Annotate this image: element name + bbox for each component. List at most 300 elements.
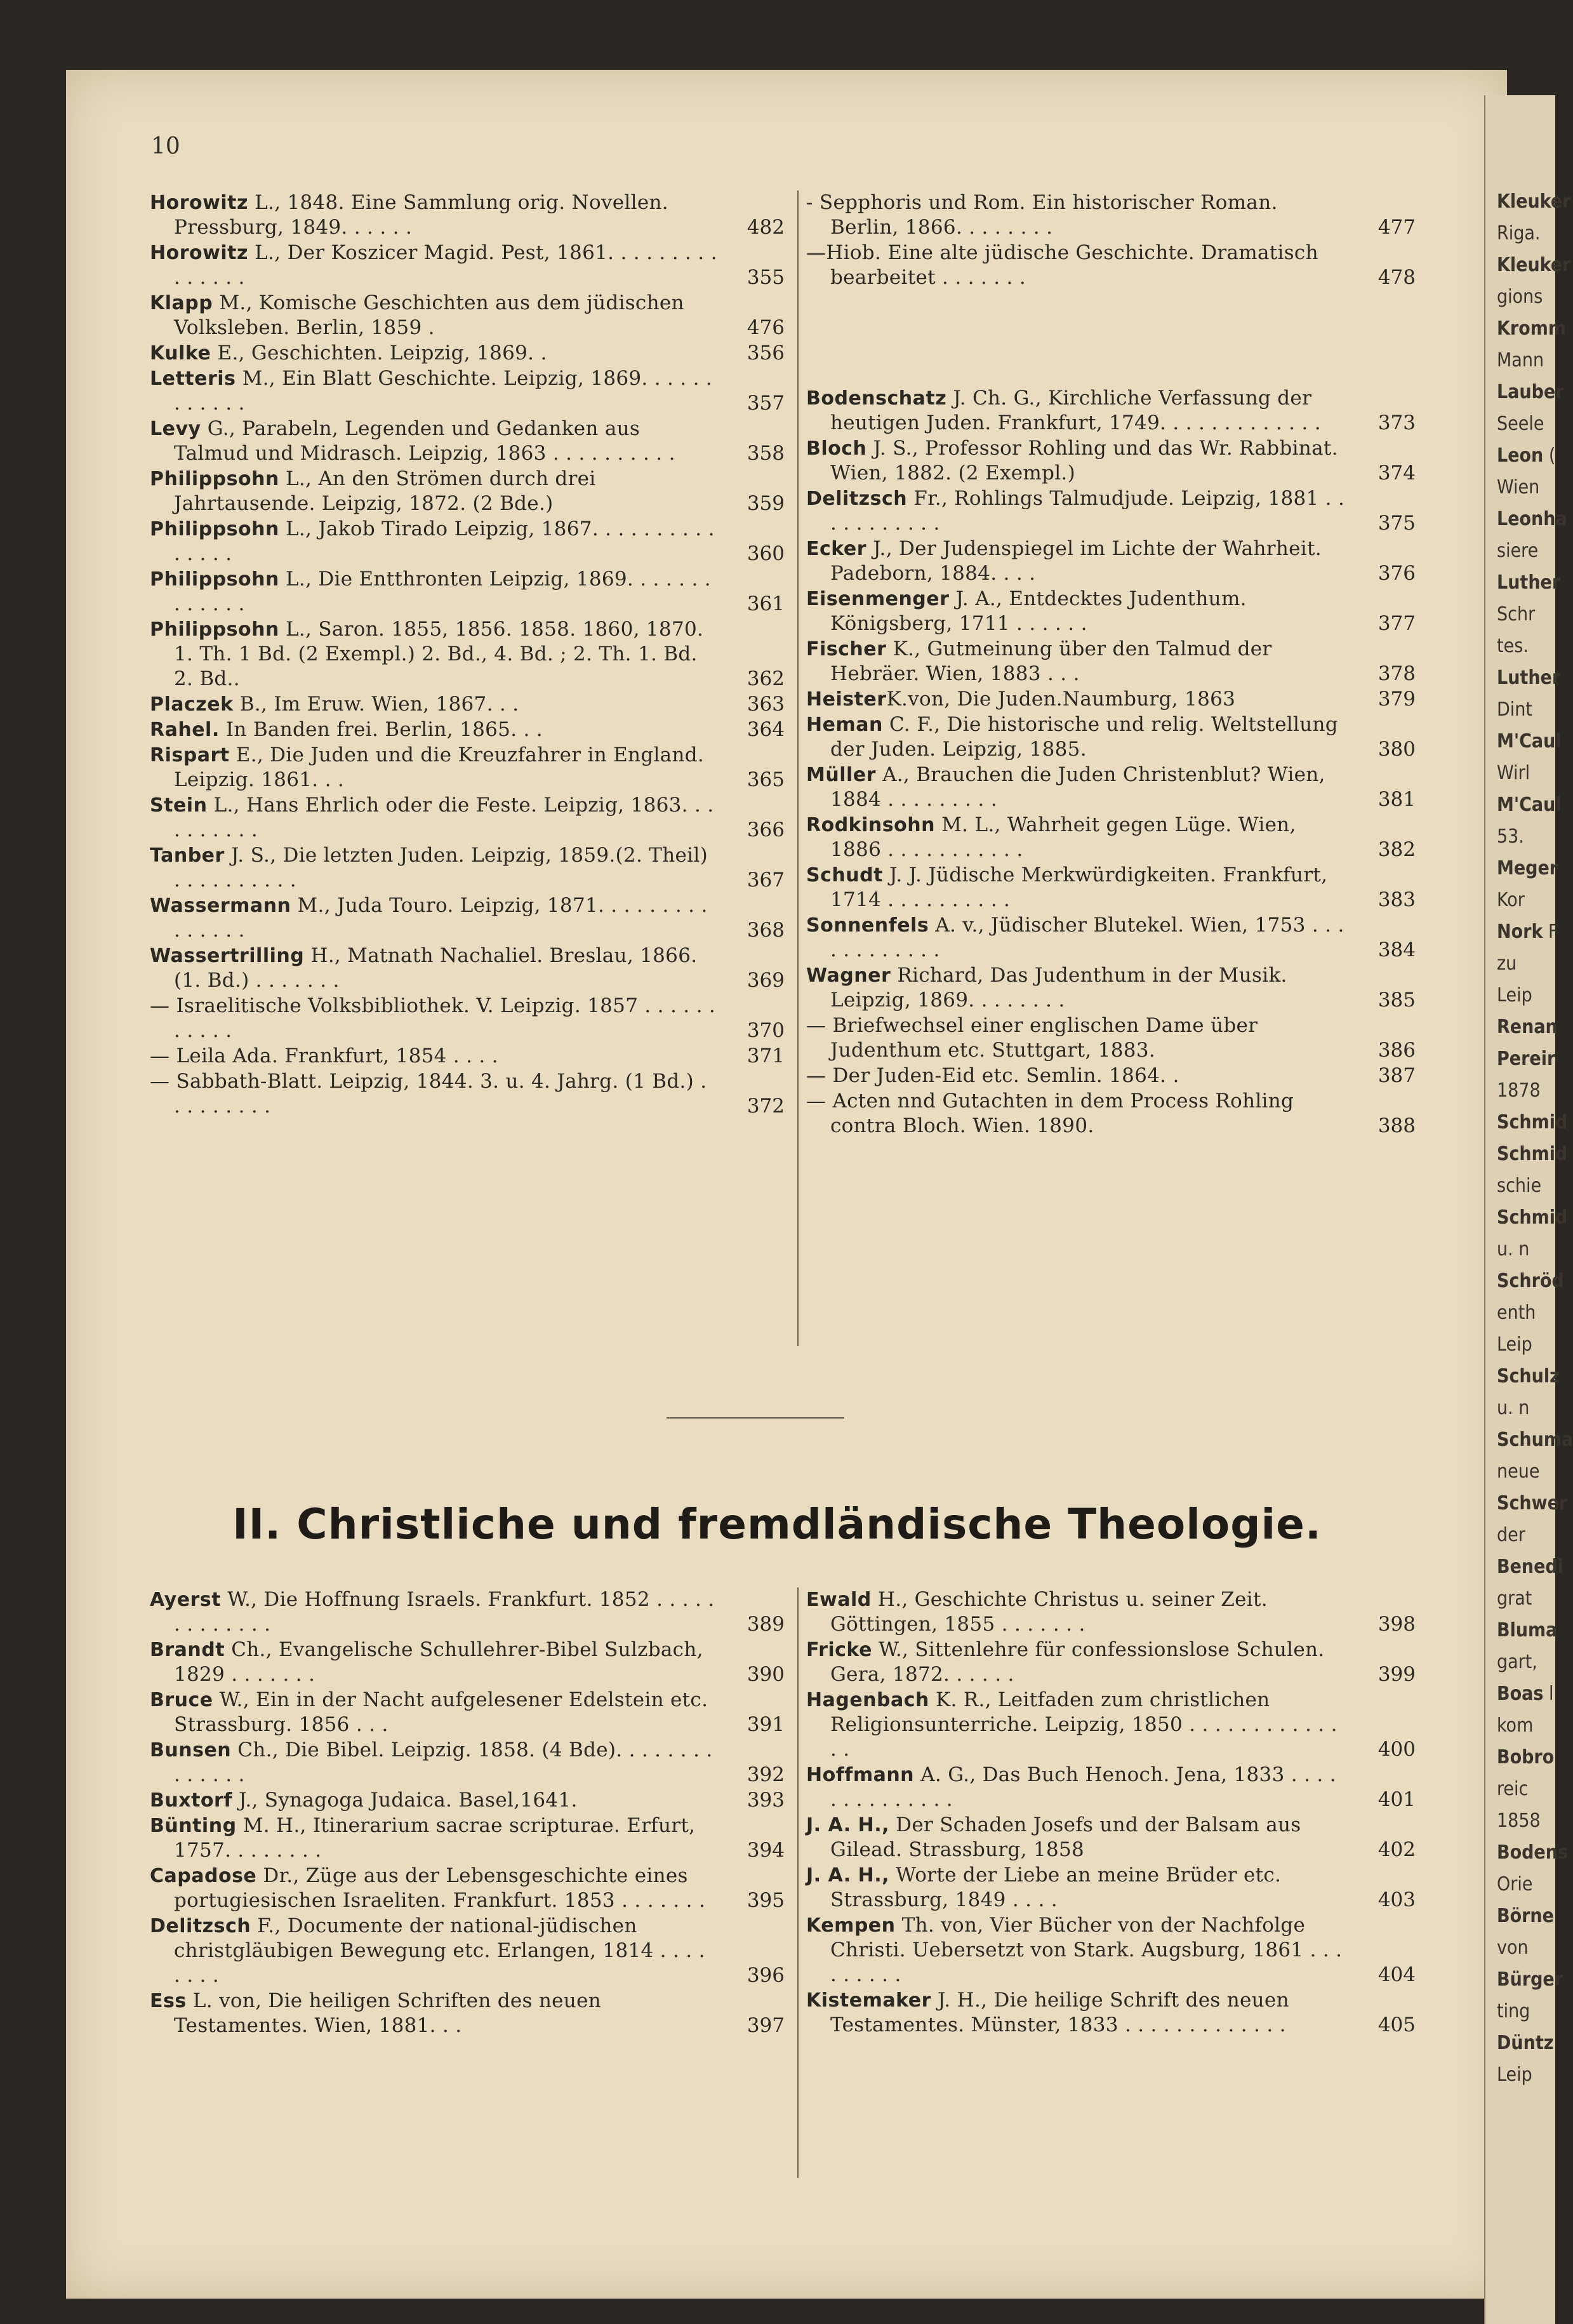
- facing-page-fragment: [1497, 444, 1555, 467]
- entry-text: [150, 1738, 717, 1787]
- catalog-entry: [150, 1914, 785, 1988]
- facing-page-fragment: [1497, 1619, 1557, 1641]
- entry-text: [150, 467, 717, 516]
- entry-number: 482: [747, 216, 785, 239]
- fragment-text: F: [1543, 921, 1558, 943]
- facing-page-fragment: [1497, 254, 1570, 276]
- entry-text: [150, 1788, 717, 1813]
- entry-text: [806, 190, 1348, 240]
- author-name: Bodenschatz: [806, 387, 947, 410]
- facing-page-fragment: [1497, 1397, 1529, 1419]
- entry-text: [150, 617, 717, 691]
- entry-number: 389: [747, 1613, 785, 1636]
- entry-description: Th. von, Vier Bücher von der Nachfolge Christi. Uebersetzt von Stark. Augsburg, 1861 . . . . . . . . .: [830, 1914, 1343, 1986]
- facing-page-fragment: [1497, 222, 1541, 244]
- entry-text: [806, 1913, 1348, 1987]
- fragment-text: Leip: [1497, 984, 1532, 1006]
- entry-number: 380: [1377, 738, 1416, 761]
- entry-number: 358: [747, 442, 785, 465]
- catalog-entry: [806, 1863, 1416, 1913]
- entry-number: 387: [1377, 1064, 1416, 1087]
- fragment-text: grat: [1497, 1587, 1532, 1610]
- entry-description: C. F., Die historische und relig. Weltstellung der Juden. Leipzig, 1885.: [830, 713, 1338, 761]
- entry-text: [150, 1914, 717, 1988]
- fragment-name: Bodens: [1497, 1841, 1569, 1864]
- entry-number: 400: [1377, 1738, 1416, 1761]
- author-name: Placzek: [150, 693, 234, 716]
- catalog-entry: [150, 1989, 785, 2038]
- entry-description: Worte der Liebe an meine Brüder etc. Strassburg, 1849 . . . .: [830, 1864, 1282, 1911]
- entry-number: 357: [747, 392, 785, 415]
- catalog-entry: [150, 417, 785, 466]
- author-name: Sonnenfels: [806, 914, 929, 937]
- entry-number: 364: [747, 718, 785, 741]
- author-name: Klapp: [150, 292, 213, 314]
- facing-page-fragment: [1497, 2032, 1553, 2054]
- entry-text: [150, 366, 717, 416]
- catalog-entry: [150, 617, 785, 691]
- facing-page-fragment: [1497, 1746, 1554, 1768]
- author-name: Hoffmann: [806, 1764, 915, 1786]
- entry-number: 359: [747, 492, 785, 515]
- fragment-name: Luther: [1497, 571, 1561, 594]
- facing-page-fragment: [1497, 1873, 1532, 1895]
- entry-description: L. von, Die heiligen Schriften des neuen Testamentes. Wien, 1881. . .: [174, 1989, 601, 2037]
- entry-text: [150, 692, 717, 717]
- fragment-name: Kleuker: [1497, 254, 1571, 276]
- facing-page-fragment: [1497, 952, 1517, 975]
- catalog-entry: [806, 486, 1416, 536]
- fragment-name: Schmid: [1497, 1111, 1568, 1133]
- facing-page-fragment: [1497, 381, 1564, 403]
- entry-number: 398: [1377, 1613, 1416, 1636]
- catalog-entry: [150, 291, 785, 340]
- author-name: Hagenbach: [806, 1689, 929, 1711]
- entry-number: 388: [1377, 1114, 1416, 1137]
- entry-text: [806, 587, 1348, 636]
- entry-description: — Der Juden-Eid etc. Semlin. 1864. .: [806, 1064, 1179, 1087]
- entry-number: 368: [747, 919, 785, 942]
- catalog-entry: [150, 517, 785, 566]
- facing-page-fragment: [1497, 857, 1558, 879]
- author-name: Eisenmenger: [806, 588, 950, 610]
- entry-text: [150, 718, 717, 742]
- entry-text: [806, 1763, 1348, 1812]
- column-divider: [797, 190, 799, 1346]
- fragment-name: Lauber: [1497, 381, 1564, 403]
- facing-page-fragment: [1497, 921, 1558, 943]
- entry-description: L., Die Entthronten Leipzig, 1869. . . . . . . . . . . . .: [174, 568, 711, 615]
- author-name: Heister: [806, 688, 887, 711]
- entry-description: M., Juda Touro. Leipzig, 1871. . . . . . . . . . . . . . .: [174, 894, 708, 942]
- catalog-entry: [806, 1763, 1416, 1812]
- facing-page-fragment: [1497, 1905, 1554, 1927]
- entry-number: 405: [1377, 2013, 1416, 2036]
- entry-description: B., Im Eruw. Wien, 1867. . .: [233, 693, 519, 716]
- entry-description: W., Sittenlehre für confessionslose Schulen. Gera, 1872. . . . . .: [830, 1638, 1325, 1686]
- facing-page-fragment: [1497, 1683, 1553, 1705]
- entry-text: [150, 1813, 717, 1863]
- entry-description: — Israelitische Volksbibliothek. V. Leipzig. 1857 . . . . . . . . . . .: [150, 994, 716, 1042]
- catalog-entry: [150, 366, 785, 416]
- author-name: Horowitz: [150, 242, 248, 264]
- fragment-name: Schuma: [1497, 1429, 1573, 1451]
- facing-page-fragment: [1497, 1429, 1573, 1451]
- catalog-entry: [806, 712, 1416, 762]
- author-name: Brandt: [150, 1639, 225, 1661]
- entry-number: 355: [747, 266, 785, 289]
- entry-number: 372: [747, 1095, 785, 1118]
- facing-page-fragment: [1497, 698, 1532, 721]
- entry-number: 392: [747, 1763, 785, 1786]
- catalog-column-bottom-right: [806, 1587, 1416, 2038]
- catalog-entry: [150, 1638, 785, 1687]
- fragment-name: Luther: [1497, 667, 1561, 689]
- facing-page-fragment: [1497, 190, 1570, 213]
- facing-page-fragment: [1497, 1651, 1537, 1673]
- entry-description: M., Ein Blatt Geschichte. Leipzig, 1869. . . . . . . . . . . .: [174, 367, 713, 415]
- entry-number: 383: [1377, 888, 1416, 911]
- fragment-text: gions: [1497, 286, 1543, 308]
- entry-description: J. S., Die letzten Juden. Leipzig, 1859.(2. Theil) . . . . . . . . . .: [174, 844, 708, 892]
- catalog-entry: [806, 963, 1416, 1013]
- catalog-entry: [150, 692, 785, 717]
- catalog-entry: [150, 241, 785, 290]
- facing-page-fragment: [1497, 889, 1525, 911]
- catalog-entry: [806, 863, 1416, 912]
- catalog-entry: [806, 913, 1416, 963]
- entry-description: E., Die Juden und die Kreuzfahrer in England. Leipzig. 1861. . .: [174, 744, 705, 791]
- author-name: Delitzsch: [150, 1915, 251, 1937]
- fragment-text: Dint: [1497, 698, 1532, 721]
- fragment-text: Kor: [1497, 889, 1525, 911]
- fragment-text: l: [1543, 1683, 1554, 1705]
- author-name: Ewald: [806, 1589, 872, 1611]
- facing-page-fragment: [1497, 571, 1560, 594]
- entry-number: 390: [747, 1663, 785, 1686]
- entry-description: J., Synagoga Judaica. Basel,1641.: [232, 1789, 578, 1812]
- author-name: Bruce: [150, 1689, 213, 1711]
- fragment-text: Leip: [1497, 2064, 1532, 2086]
- fragment-text: Leip: [1497, 1333, 1532, 1356]
- facing-page-fragment: [1497, 1968, 1563, 1991]
- facing-page-edge: [1484, 95, 1573, 2324]
- entry-group: [806, 386, 1416, 1139]
- entry-description: J. J. Jüdische Merkwürdigkeiten. Frankfurt, 1714 . . . . . . . . . .: [830, 864, 1328, 911]
- entry-text: [806, 913, 1348, 963]
- facing-page-fragment: [1497, 349, 1544, 371]
- entry-text: [806, 637, 1348, 686]
- fragment-text: Riga.: [1497, 222, 1541, 244]
- entry-text: [806, 1089, 1348, 1139]
- entry-text: [806, 1688, 1348, 1762]
- fragment-text: schie: [1497, 1175, 1542, 1197]
- fragment-name: Börne: [1497, 1905, 1554, 1927]
- author-name: Capadose: [150, 1865, 257, 1887]
- entry-number: 367: [747, 869, 785, 892]
- entry-text: [150, 291, 717, 340]
- facing-page-fragment: [1497, 1365, 1560, 1387]
- author-name: Wassertrilling: [150, 945, 305, 967]
- catalog-entry: [806, 241, 1416, 290]
- facing-page-fragment: [1497, 508, 1567, 530]
- fragment-name: Schulz: [1497, 1365, 1560, 1387]
- entry-number: 384: [1377, 938, 1416, 961]
- facing-page-fragment: [1497, 2064, 1532, 2086]
- facing-page-fragment: [1497, 317, 1566, 340]
- author-name: Bünting: [150, 1815, 237, 1837]
- catalog-entry: [150, 567, 785, 617]
- column-divider: [797, 1587, 799, 2178]
- facing-page-fragment: [1497, 825, 1524, 848]
- fragment-text: (: [1543, 444, 1556, 467]
- entry-text: [150, 1069, 717, 1119]
- fragment-name: Meger: [1497, 857, 1558, 879]
- catalog-entry: [806, 436, 1416, 486]
- entry-number: 382: [1377, 838, 1416, 861]
- entry-number: 361: [747, 592, 785, 615]
- fragment-text: u. n: [1497, 1238, 1530, 1260]
- entry-text: [150, 994, 717, 1043]
- fragment-name: Pereir: [1497, 1048, 1556, 1070]
- facing-page-fragment: [1497, 286, 1543, 308]
- catalog-entry: [150, 994, 785, 1043]
- fragment-text: 1878: [1497, 1079, 1541, 1102]
- entry-text: [150, 743, 717, 792]
- entry-description: A., Brauchen die Juden Christenblut? Wien, 1884 . . . . . . . . .: [830, 763, 1325, 811]
- author-name: J. A. H.,: [806, 1864, 890, 1887]
- entry-description: K., Gutmeinung über den Talmud der Hebräer. Wien, 1883 . . .: [830, 638, 1272, 685]
- entry-text: [806, 1863, 1348, 1913]
- fragment-text: 53.: [1497, 825, 1524, 848]
- entry-text: [806, 687, 1348, 712]
- entry-description: H., Geschichte Christus u. seiner Zeit. Göttingen, 1855 . . . . . . .: [830, 1588, 1268, 1636]
- entry-description: - Sepphoris und Rom. Ein historischer Roman. Berlin, 1866. . . . . . . .: [806, 191, 1278, 239]
- entry-number: 379: [1377, 688, 1416, 711]
- entry-description: In Banden frei. Berlin, 1865. . .: [219, 718, 543, 741]
- entry-number: 395: [747, 1889, 785, 1912]
- facing-page-fragment: [1497, 1587, 1532, 1610]
- facing-page-fragment: [1497, 667, 1560, 689]
- facing-page-fragment: [1497, 1175, 1541, 1197]
- fragment-name: Düntz: [1497, 2032, 1554, 2054]
- entry-number: 393: [747, 1789, 785, 1812]
- catalog-entry: [150, 1044, 785, 1069]
- author-name: Philippsohn: [150, 518, 279, 540]
- catalog-entry: [150, 718, 785, 742]
- author-name: Ess: [150, 1990, 187, 2012]
- fragment-name: Nork: [1497, 921, 1543, 943]
- entry-text: [150, 1688, 717, 1737]
- facing-page-fragment: [1497, 1111, 1567, 1133]
- facing-page-fragment: [1497, 1302, 1536, 1324]
- entry-description: J. A., Entdecktes Judenthum. Königsberg, 1711 . . . . . .: [830, 587, 1247, 635]
- entry-text: [150, 843, 717, 893]
- entry-description: L., 1848. Eine Sammlung orig. Novellen. Pressburg, 1849. . . . . .: [174, 191, 668, 239]
- fragment-name: Bobro: [1497, 1746, 1555, 1768]
- entry-number: 403: [1377, 1888, 1416, 1911]
- entry-text: [150, 417, 717, 466]
- entry-text: [150, 1989, 717, 2038]
- facing-page-fragment: [1497, 1016, 1558, 1038]
- fragment-text: zu: [1497, 952, 1517, 975]
- fragment-text: Wirl: [1497, 762, 1530, 784]
- facing-page-fragment: [1497, 476, 1539, 498]
- author-name: Fischer: [806, 638, 887, 660]
- catalog-entry: [150, 793, 785, 843]
- entry-description: — Acten nnd Gutachten in dem Process Rohling contra Bloch. Wien. 1890.: [806, 1090, 1294, 1137]
- entry-description: Ch., Die Bibel. Leipzig. 1858. (4 Bde). . . . . . . . . . . . . .: [174, 1739, 713, 1786]
- facing-page-fragment: [1497, 1048, 1555, 1070]
- entry-description: H., Matnath Nachaliel. Breslau, 1866. (1. Bd.) . . . . . . .: [174, 944, 698, 992]
- entry-description: Dr., Züge aus der Lebensgeschichte eines portugiesischen Israeliten. Frankfurt. 1853 . . . . . . .: [174, 1864, 706, 1912]
- author-name: J. A. H.,: [806, 1814, 890, 1836]
- fragment-name: Bürger: [1497, 1968, 1563, 1991]
- author-name: Levy: [150, 418, 201, 440]
- entry-number: 386: [1377, 1039, 1416, 1062]
- catalog-entry: [806, 1013, 1416, 1063]
- author-name: Kistemaker: [806, 1989, 931, 2012]
- entry-description: J. S., Professor Rohling und das Wr. Rabbinat. Wien, 1882. (2 Exempl.): [830, 437, 1338, 484]
- entry-description: L., Saron. 1855, 1856. 1858. 1860, 1870. 1. Th. 1 Bd. (2 Exempl.) 2. Bd., 4. Bd. ; 2. Th. 1. Bd. 2. Bd..: [174, 618, 704, 690]
- entry-text: [806, 712, 1348, 762]
- entry-text: [150, 567, 717, 617]
- entry-number: 365: [747, 768, 785, 791]
- author-name: Kulke: [150, 342, 211, 364]
- catalog-entry: [806, 763, 1416, 812]
- entry-description: M. L., Wahrheit gegen Lüge. Wien, 1886 . . . . . . . . . . .: [830, 813, 1296, 861]
- facing-page-fragment: [1497, 1810, 1541, 1832]
- entry-number: 385: [1377, 989, 1416, 1012]
- entry-text: [150, 793, 717, 843]
- catalog-entry: [150, 1587, 785, 1637]
- section-heading: II. Christliche und fremdländische Theologie.: [232, 1500, 1322, 1549]
- fragment-name: Boas: [1497, 1683, 1544, 1705]
- entry-number: 374: [1377, 462, 1416, 484]
- fragment-name: Schmid: [1497, 1143, 1568, 1165]
- facing-page-fragment: [1497, 1460, 1539, 1483]
- page-number: 10: [151, 133, 180, 159]
- entry-description: W., Ein in der Nacht aufgelesener Edelstein etc. Strassburg. 1856 . . .: [174, 1688, 708, 1736]
- entry-text: [150, 944, 717, 993]
- fragment-name: Leon: [1497, 444, 1544, 467]
- fragment-text: u. n: [1497, 1397, 1530, 1419]
- entry-description: K. R., Leitfaden zum christlichen Religionsunterriche. Leipzig, 1850 . . . . . . . . . . . . . .: [830, 1688, 1337, 1761]
- entry-description: J., Der Judenspiegel im Lichte der Wahrheit. Padeborn, 1884. . . .: [830, 537, 1322, 585]
- entry-description: L., Hans Ehrlich oder die Feste. Leipzig, 1863. . . . . . . . . .: [174, 794, 714, 841]
- entry-description: M., Komische Geschichten aus dem jüdischen Volksleben. Berlin, 1859 .: [174, 291, 684, 339]
- facing-page-fragment: [1497, 635, 1529, 657]
- catalog-entry: [806, 1913, 1416, 1987]
- fragment-name: Leonha: [1497, 508, 1567, 530]
- fragment-name: Schwer: [1497, 1492, 1568, 1514]
- catalog-entry: [150, 843, 785, 893]
- entry-number: 360: [747, 542, 785, 565]
- entry-description: — Sabbath-Blatt. Leipzig, 1844. 3. u. 4. Jahrg. (1 Bd.) . . . . . . . . .: [150, 1070, 707, 1118]
- facing-page-fragment: [1497, 603, 1535, 625]
- catalog-entry: [806, 637, 1416, 686]
- entry-number: 378: [1377, 662, 1416, 685]
- entry-description: M. H., Itinerarium sacrae scripturae. Erfurt, 1757. . . . . . . .: [174, 1814, 696, 1862]
- facing-page-fragment: [1497, 2000, 1530, 2022]
- fragment-text: Wien: [1497, 476, 1540, 498]
- catalog-entry: [150, 1688, 785, 1737]
- facing-page-fragment: [1497, 762, 1530, 784]
- catalog-entry: [150, 1738, 785, 1787]
- entry-text: [806, 1587, 1348, 1637]
- entry-number: 476: [747, 316, 785, 339]
- entry-description: Ch., Evangelische Schullehrer-Bibel Sulzbach, 1829 . . . . . . .: [174, 1638, 703, 1686]
- entry-text: [150, 190, 717, 240]
- facing-page-fragment: [1497, 413, 1544, 435]
- catalog-entry: [806, 1638, 1416, 1687]
- fragment-text: siere: [1497, 540, 1539, 562]
- catalog-entry: [806, 1988, 1416, 2038]
- entry-number: 373: [1377, 411, 1416, 434]
- entry-number: 404: [1377, 1963, 1416, 1986]
- entry-description: — Briefwechsel einer englischen Dame über Judenthum etc. Stuttgart, 1883.: [806, 1014, 1258, 1062]
- author-name: Ayerst: [150, 1589, 222, 1611]
- fragment-text: ting: [1497, 2000, 1530, 2022]
- facing-page-fragment: [1497, 1079, 1541, 1102]
- facing-page-fragment: [1497, 1556, 1563, 1578]
- entry-text: [806, 241, 1348, 290]
- author-name: Stein: [150, 794, 208, 817]
- entry-text: [150, 241, 717, 290]
- entry-text: [150, 1864, 717, 1913]
- entry-text: [806, 1988, 1348, 2038]
- entry-text: [806, 386, 1348, 436]
- entry-text: [150, 893, 717, 943]
- author-name: Tanber: [150, 845, 225, 867]
- fragment-name: Benedi: [1497, 1556, 1563, 1578]
- author-name: Philippsohn: [150, 468, 279, 490]
- fragment-text: neue: [1497, 1460, 1540, 1483]
- catalog-column-top-left: [150, 190, 785, 1119]
- entry-text: [806, 436, 1348, 486]
- entry-description: W., Die Hoffnung Israels. Frankfurt. 1852 . . . . . . . . . . . . .: [174, 1588, 715, 1636]
- entry-description: J. H., Die heilige Schrift des neuen Testamentes. Münster, 1833 . . . . . . . . . . . . .: [830, 1989, 1289, 2036]
- facing-page-fragment: [1497, 1143, 1567, 1165]
- author-name: Philippsohn: [150, 618, 279, 641]
- facing-page-fragment: [1497, 1206, 1567, 1229]
- fragment-text: Orie: [1497, 1873, 1533, 1895]
- entry-number: 401: [1377, 1788, 1416, 1811]
- entry-number: 363: [747, 693, 785, 716]
- catalog-entry: [150, 1864, 785, 1913]
- entry-number: 381: [1377, 788, 1416, 811]
- entry-number: 356: [747, 342, 785, 364]
- fragment-text: Seele: [1497, 413, 1544, 435]
- entry-number: 402: [1377, 1838, 1416, 1861]
- fragment-text: reic: [1497, 1778, 1529, 1800]
- fragment-name: Kleuker: [1497, 190, 1571, 213]
- entry-text: [150, 517, 717, 566]
- fragment-name: Bluma: [1497, 1619, 1558, 1641]
- fragment-text: tes.: [1497, 635, 1529, 657]
- fragment-text: Mann: [1497, 349, 1544, 371]
- entry-number: 370: [747, 1019, 785, 1042]
- fragment-text: kom: [1497, 1714, 1534, 1737]
- entry-description: — Leila Ada. Frankfurt, 1854 . . . .: [150, 1045, 498, 1067]
- entry-description: K.von, Die Juden.Naumburg, 1863: [886, 688, 1236, 711]
- author-name: Letteris: [150, 368, 236, 390]
- entry-description: —Hiob. Eine alte jüdische Geschichte. Dramatisch bearbeitet . . . . . . .: [806, 241, 1318, 289]
- entry-text: [806, 813, 1348, 862]
- author-name: Fricke: [806, 1639, 872, 1661]
- entry-description: L., An den Strömen durch drei Jahrtausende. Leipzig, 1872. (2 Bde.): [174, 467, 596, 515]
- fragment-text: der: [1497, 1524, 1525, 1546]
